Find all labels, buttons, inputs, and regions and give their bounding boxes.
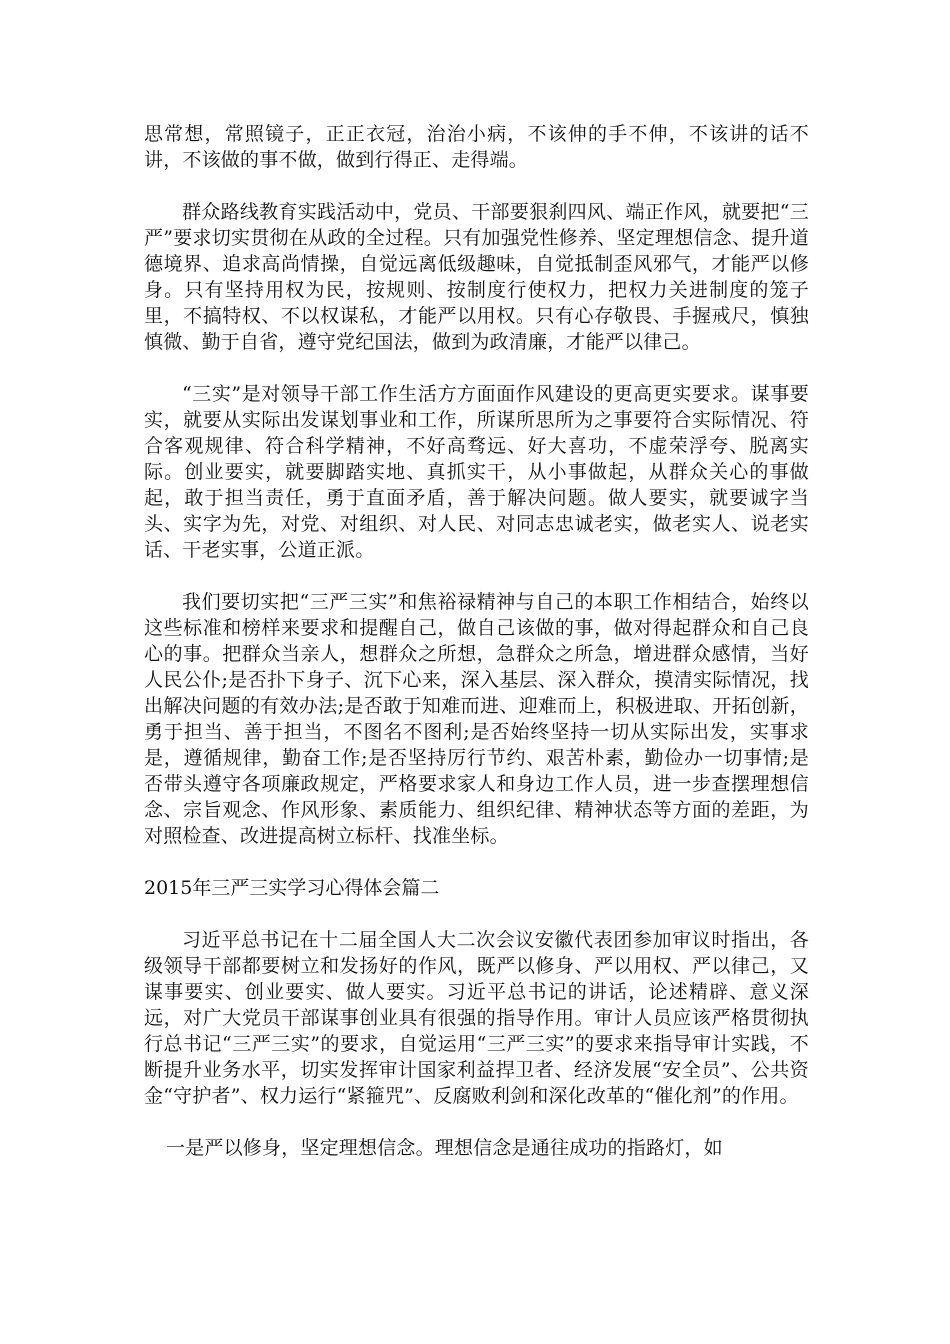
paragraph-three-stricts: 群众路线教育实践活动中，党员、干部要狠刹四风、端正作风，就要把“三严”要求切实贯彻在从政的全过程。只有加强党性修养、坚定理想信念、提升道德境界、追求高尚情操，自觉远离低级趣味，自觉抵制歪风邪气，才能严以修身。只有坚持用权为民，按规则、按制度行使权力，把权力关进制度的笼子里，不搞特权、不以权谋私，才能严以用权。只有心存敬畏、手握戒尺，慎独慎微、勤于自省，遵守党纪国法，做到为政清廉，才能严以律己。 — [144, 201, 809, 353]
paragraph-three-solids: “三实”是对领导干部工作生活方方面面作风建设的更高更实要求。谋事要实，就要从实际出发谋划事业和工作，所谋所思所为之事要符合实际情况、符合客观规律、符合科学精神，不好高骛远、好大喜功，不虚荣浮夸、脱离实际。创业要实，就要脚踏实地、真抓实干，从小事做起，从群众关心的事做起，敢于担当责任，勇于直面矛盾，善于解决问题。做人要实，就要诚字当头、实字为先，对党、对组织、对人民、对同志忠诚老实，做老实人、说老实话、干老实事，公道正派。 — [144, 383, 809, 561]
paragraph-jiao-yulu: 我们要切实把“三严三实”和焦裕禄精神与自己的本职工作相结合，始终以这些标准和榜样来要求和提醒自己，做自己该做的事，做对得起群众和自己良心的事。把群众当亲人，想群众之所想，急群众之所急，增进群众感情，当好人民公仆;是否扑下身子、沉下心来，深入基层、深入群众，摸清实际情况，找出解决问题的有效办法;是否敢于知难而进、迎难而上，积极进取、开拓创新，勇于担当、善于担当，不图名不图利;是否始终坚持一切从实际出发，实事求是，遵循规律，勤奋工作;是否坚持厉行节约、艰苦朴素，勤俭办一切事情;是否带头遵守各项廉政规定，严格要求家人和身边工作人员，进一步查摆理想信念、宗旨观念、作风形象、素质能力、组织纪律、精神状态等方面的差距，为对照检查、改进提高树立标杆、找准坐标。 — [144, 591, 809, 847]
paragraph-point-one: 一是严以修身，坚定理想信念。理想信念是通往成功的指路灯，如 — [166, 1137, 723, 1159]
paragraph-continuation: 思常想，常照镜子，正正衣冠，治治小病，不该伸的手不伸，不该讲的话不讲，不该做的事不做，做到行得正、走得端。 — [144, 123, 809, 171]
section-heading: 2015年三严三实学习心得体会篇二 — [144, 877, 440, 899]
document-body — [144, 121, 809, 1187]
paragraph-xi-speech: 习近平总书记在十二届全国人大二次会议安徽代表团参加审议时指出，各级领导干部都要树立和发扬好的作风，既严以修身、严以用权、严以律己，又谋事要实、创业要实、做人要实。习近平总书记的讲话，论述精辟、意义深远，对广大党员干部谋事创业具有很强的指导作用。审计人员应该严格贯彻执行总书记“三严三实”的要求，自觉运用“三严三实”的要求来指导审计实践，不断提升业务水平，切实发挥审计国家利益捍卫者、经济发展“安全员”、公共资金“守护者”、权力运行“紧箍咒”、反腐败利剑和深化改革的“催化剂”的作用。 — [144, 929, 809, 1107]
